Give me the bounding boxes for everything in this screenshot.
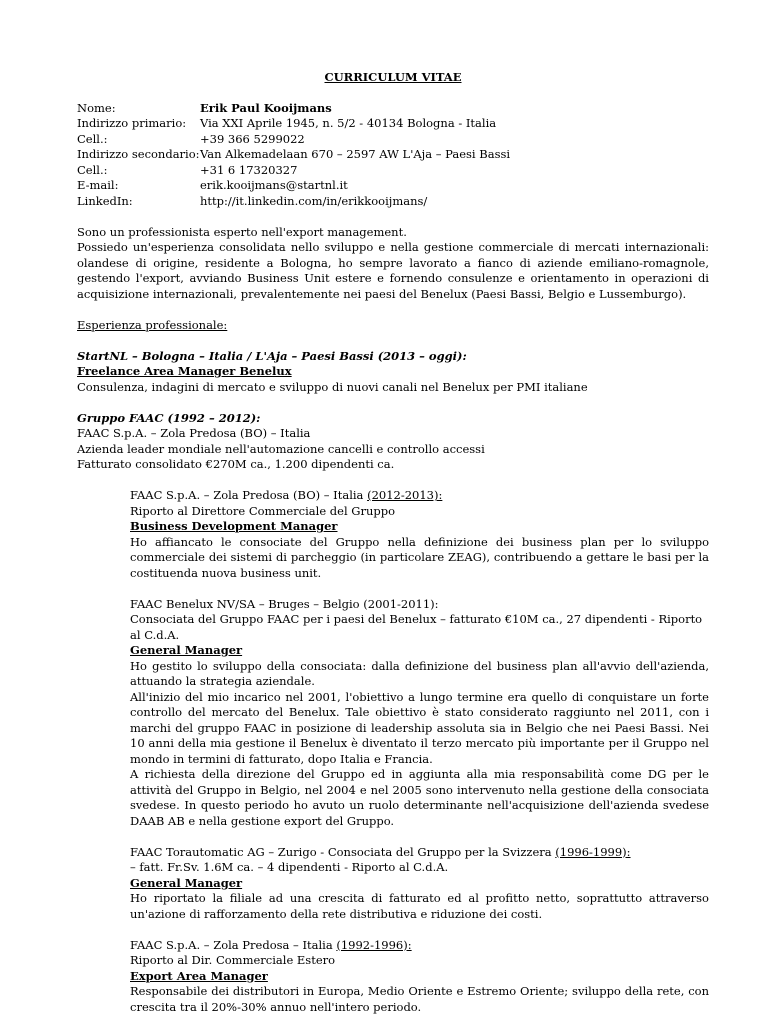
intro-line: Sono un professionista esperto nell'export management. bbox=[77, 225, 709, 241]
startnl-description: Consulenza, indagini di mercato e sviluppo di nuovi canali nel Benelux per PMI italiane bbox=[77, 380, 709, 396]
position-description: Ho riportato la filiale ad una crescita di fatturato ed al profitto netto, soprattutto attraverso un'azione di rafforzamento della rete distributiva e riduzione dei costi. bbox=[130, 891, 709, 922]
info-row-linkedin bbox=[77, 194, 709, 210]
phone-italy: +39 366 5299022 bbox=[200, 132, 709, 148]
info-label: Cell.: bbox=[77, 163, 200, 179]
info-row-name bbox=[77, 101, 709, 117]
info-label: Indirizzo primario: bbox=[77, 116, 200, 132]
position-reports: Riporto al Direttore Commerciale del Gruppo bbox=[130, 504, 709, 520]
position-faac-bdm bbox=[130, 488, 709, 581]
position-reports: Consociata del Gruppo FAAC per i paesi del Benelux – fatturato €10M ca., 27 dipendenti - Riporto al C.d.A. bbox=[130, 612, 709, 643]
info-label: LinkedIn: bbox=[77, 194, 200, 210]
position-period: (1992-1996): bbox=[336, 938, 411, 952]
faac-group-line: FAAC S.p.A. – Zola Predosa (BO) – Italia bbox=[77, 426, 709, 442]
info-label: Indirizzo secondario: bbox=[77, 147, 200, 163]
faac-group-heading: Gruppo FAAC (1992 – 2012): bbox=[77, 411, 709, 427]
info-row-email bbox=[77, 178, 709, 194]
position-role: Business Development Manager bbox=[130, 519, 709, 535]
position-company: FAAC Benelux NV/SA – Bruges – Belgio (2001-2011): bbox=[130, 597, 709, 613]
info-row-primary-address bbox=[77, 116, 709, 132]
info-row-phone-nl bbox=[77, 163, 709, 179]
position-company: FAAC Torautomatic AG – Zurigo - Consociata del Gruppo per la Svizzera bbox=[130, 845, 555, 859]
phone-netherlands: +31 6 17320327 bbox=[200, 163, 709, 179]
personal-info bbox=[77, 101, 709, 210]
cv-page bbox=[77, 70, 709, 1015]
intro-paragraph: Possiedo un'esperienza consolidata nello sviluppo e nella gestione commerciale di mercati internazionali: olandese di origine, residente a Bologna, ho sempre lavorato a fianco di aziende emiliano-romagnole, gestendo l'export, avviando Business Unit estere e fornendo consulenze e orientamento in operazioni di acquisizione internazionali, prevalentemente nei paesi del Benelux (Paesi Bassi, Belgio e Lussemburgo). bbox=[77, 240, 709, 302]
position-description: Responsabile dei distributori in Europa, Medio Oriente e Estremo Oriente; sviluppo della rete, con crescita tra il 20%-30% annuo nell'intero periodo. bbox=[130, 984, 709, 1015]
position-description: A richiesta della direzione del Gruppo ed in aggiunta alla mia responsabilità come DG per le attività del Gruppo in Belgio, nel 2004 e nel 2005 sono intervenuto nella gestione della consociata svedese. In questo periodo ho avuto un ruolo determinante nell'acquisizione dell'azienda svedese DAAB AB e nella gestione export del Gruppo. bbox=[130, 767, 709, 829]
secondary-address: Van Alkemadelaan 670 – 2597 AW L'Aja – Paesi Bassi bbox=[200, 147, 709, 163]
primary-address: Via XXI Aprile 1945, n. 5/2 - 40134 Bologna - Italia bbox=[200, 116, 709, 132]
info-label: Cell.: bbox=[77, 132, 200, 148]
position-description: All'inizio del mio incarico nel 2001, l'obiettivo a lungo termine era quello di conquistare un forte controllo del mercato del Benelux. Tale obiettivo è stato considerato raggiunto nel 2011, con i marchi del gruppo FAAC in posizione di leadership assoluta sia in Belgio che nei Paesi Bassi. Nei 10 anni della mia gestione il Benelux è diventato il terzo mercato più importante per il Gruppo nel mondo in termini di fatturato, dopo Italia e Francia. bbox=[130, 690, 709, 768]
position-description: Ho affiancato le consociate del Gruppo nella definizione dei business plan per lo sviluppo commerciale dei sistemi di parcheggio (in particolare ZEAG), contribuendo a gettare le basi per la costituenda nuova business unit. bbox=[130, 535, 709, 582]
position-faac-switzerland bbox=[130, 845, 709, 923]
info-label: E-mail: bbox=[77, 178, 200, 194]
position-role: General Manager bbox=[130, 876, 709, 892]
info-row-secondary-address bbox=[77, 147, 709, 163]
position-role: General Manager bbox=[130, 643, 709, 659]
person-name: Erik Paul Kooijmans bbox=[200, 101, 709, 117]
email-link[interactable]: erik.kooijmans@startnl.it bbox=[200, 178, 709, 194]
position-faac-export bbox=[130, 938, 709, 1015]
position-reports: Riporto al Dir. Commerciale Estero bbox=[130, 953, 709, 969]
linkedin-link[interactable]: http://it.linkedin.com/in/erikkooijmans/ bbox=[200, 194, 709, 210]
position-reports: – fatt. Fr.Sv. 1.6M ca. – 4 dipendenti - Riporto al C.d.A. bbox=[130, 860, 709, 876]
document-title: CURRICULUM VITAE bbox=[77, 70, 709, 86]
info-label: Nome: bbox=[77, 101, 200, 117]
experience-heading: Esperienza professionale: bbox=[77, 318, 709, 334]
position-period: (1996-1999): bbox=[555, 845, 630, 859]
position-company: FAAC S.p.A. – Zola Predosa – Italia bbox=[130, 938, 336, 952]
position-faac-benelux bbox=[130, 597, 709, 830]
info-row-phone-italy bbox=[77, 132, 709, 148]
faac-group-line: Azienda leader mondiale nell'automazione cancelli e controllo accessi bbox=[77, 442, 709, 458]
startnl-heading: StartNL – Bologna – Italia / L'Aja – Paesi Bassi (2013 – oggi): bbox=[77, 349, 709, 365]
position-company: FAAC S.p.A. – Zola Predosa (BO) – Italia bbox=[130, 488, 367, 502]
startnl-role: Freelance Area Manager Benelux bbox=[77, 364, 709, 380]
position-description: Ho gestito lo sviluppo della consociata: dalla definizione del business plan all'avvio dell'azienda, attuando la strategia aziendale. bbox=[130, 659, 709, 690]
position-period: (2012-2013): bbox=[367, 488, 442, 502]
faac-group-line: Fatturato consolidato €270M ca., 1.200 dipendenti ca. bbox=[77, 457, 709, 473]
position-role: Export Area Manager bbox=[130, 969, 709, 985]
